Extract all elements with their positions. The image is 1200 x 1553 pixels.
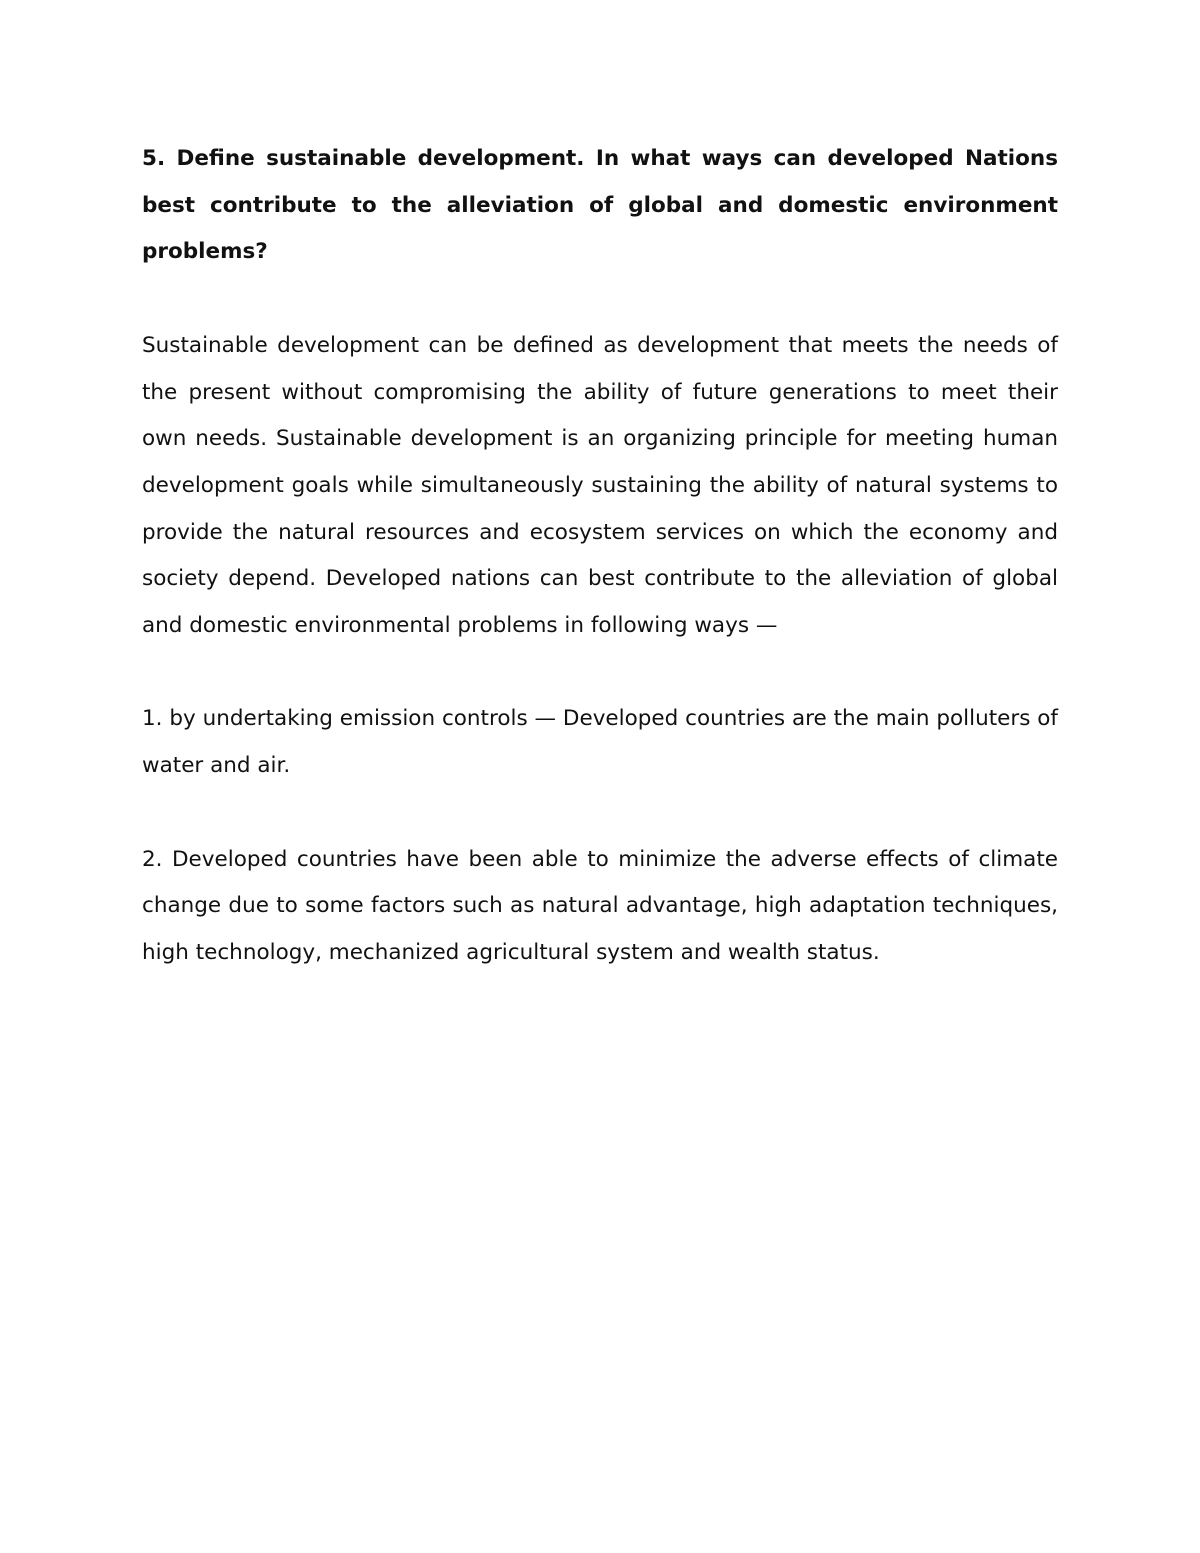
answer-paragraph: Sustainable development can be defined as development that meets the needs of the present without compromising the ability of future generations to meet their own needs. Sustainable development is an organizing principle for meeting human development goals while simultaneously sustaining the ability of natural systems to provide the natural resources and ecosystem services on which the economy and society depend. Developed nations can best contribute to the alleviation of global and domestic environmental problems in following ways — bbox=[142, 332, 1058, 639]
question-heading: 5. Define sustainable development. In what ways can developed Nations best contribute to the alleviation of global and domestic environment problems? bbox=[142, 146, 1058, 265]
document-body bbox=[142, 136, 1058, 977]
answer-point-1: 1. by undertaking emission controls — Developed countries are the main polluters of water and air. bbox=[142, 706, 1058, 779]
answer-point-2: 2. Developed countries have been able to minimize the adverse effects of climate change due to some factors such as natural advantage, high adaptation techniques, high technology, mechanized agricultural system and wealth status. bbox=[142, 846, 1058, 965]
